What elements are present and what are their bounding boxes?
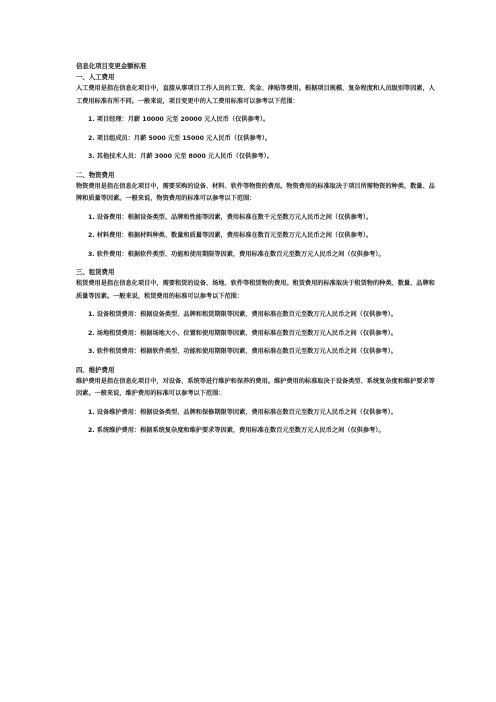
section-heading: 二、物资费用 [76, 170, 115, 179]
section-intro: 维护费用是指在信息化项目中，对设备、系统等进行维护和保养的费用。维护费用的标准取决于设备类型、系统复杂度和维护要求等因素。一般来说，维护费用的标准可以参考以下范围： [76, 377, 435, 397]
section-heading: 四、维护费用 [76, 365, 115, 374]
list-item: 2. 项目组成员：月薪 5000 元至 15000 元人民币（仅供参考）。 [88, 134, 272, 142]
list-item: 3. 其他技术人员：月薪 3000 元至 8000 元人民币（仅供参考）。 [88, 153, 273, 160]
document-title: 信息化项目变更金额标准 [76, 62, 147, 70]
list-item: 3. 软件费用：根据软件类型、功能和使用期限等因素，费用标准在数百元至数万元人民币之间（仅供参考）。 [88, 250, 385, 258]
list-item: 3. 软件租赁费用：根据软件类型、功能和使用期限等因素，费用标准在数百元至数万元人民币之间（仅供参考）。 [88, 348, 397, 355]
section-intro: 租赁费用是指在信息化项目中，需要租赁的设备、场地、软件等租赁物的费用。租赁费用的标准取决于租赁物的种类、数量、品牌和质量等因素。一般来说，租赁费用的标准可以参考以下范围： [76, 280, 435, 300]
list-item: 2. 材料费用：根据材料种类、数量和质量等因素，费用标准在数百元至数万元人民币之间（仅供参考）。 [88, 232, 373, 239]
list-item: 2. 系统维护费用：根据系统复杂度和维护要求等因素，费用标准在数百元至数万元人民币之间（仅供参考）。 [88, 427, 385, 434]
section-heading: 三、租赁费用 [76, 268, 115, 276]
section-heading: 一、人工费用 [76, 73, 115, 81]
section-intro: 物资费用是指在信息化项目中，需要采购的设备、材料、软件等物资的费用。物资费用的标准取决于项目所需物资的种类、数量、品牌和质量等因素。一般来说，物资费用的标准可以参考以下范围： [76, 182, 435, 202]
section-intro: 人工费用是指在信息化项目中，直接从事项目工作人员的工资、奖金、津贴等费用。根据项目规模、复杂程度和人员级别等因素，人工费用标准有所不同。一般来说，项目变更中的人工费用标准可以参考以下范围： [76, 85, 435, 105]
list-item: 1. 设备费用：根据设备类型、品牌和性能等因素，费用标准在数千元至数万元人民币之间（仅供参考）。 [88, 213, 373, 221]
list-item: 1. 设备租赁费用：根据设备类型、品牌和租赁期限等因素，费用标准在数百元至数万元人民币之间（仅供参考）。 [88, 311, 397, 318]
list-item: 1. 项目经理：月薪 10000 元至 20000 元人民币（仅供参考）。 [88, 116, 270, 123]
list-item: 2. 场地租赁费用：根据场地大小、位置和使用期限等因素，费用标准在数百元至数万元人民币之间（仅供参考）。 [88, 329, 397, 337]
list-item: 1. 设备维护费用：根据设备类型、品牌和保修期限等因素，费用标准在数百元至数万元人民币之间（仅供参考）。 [88, 408, 397, 416]
